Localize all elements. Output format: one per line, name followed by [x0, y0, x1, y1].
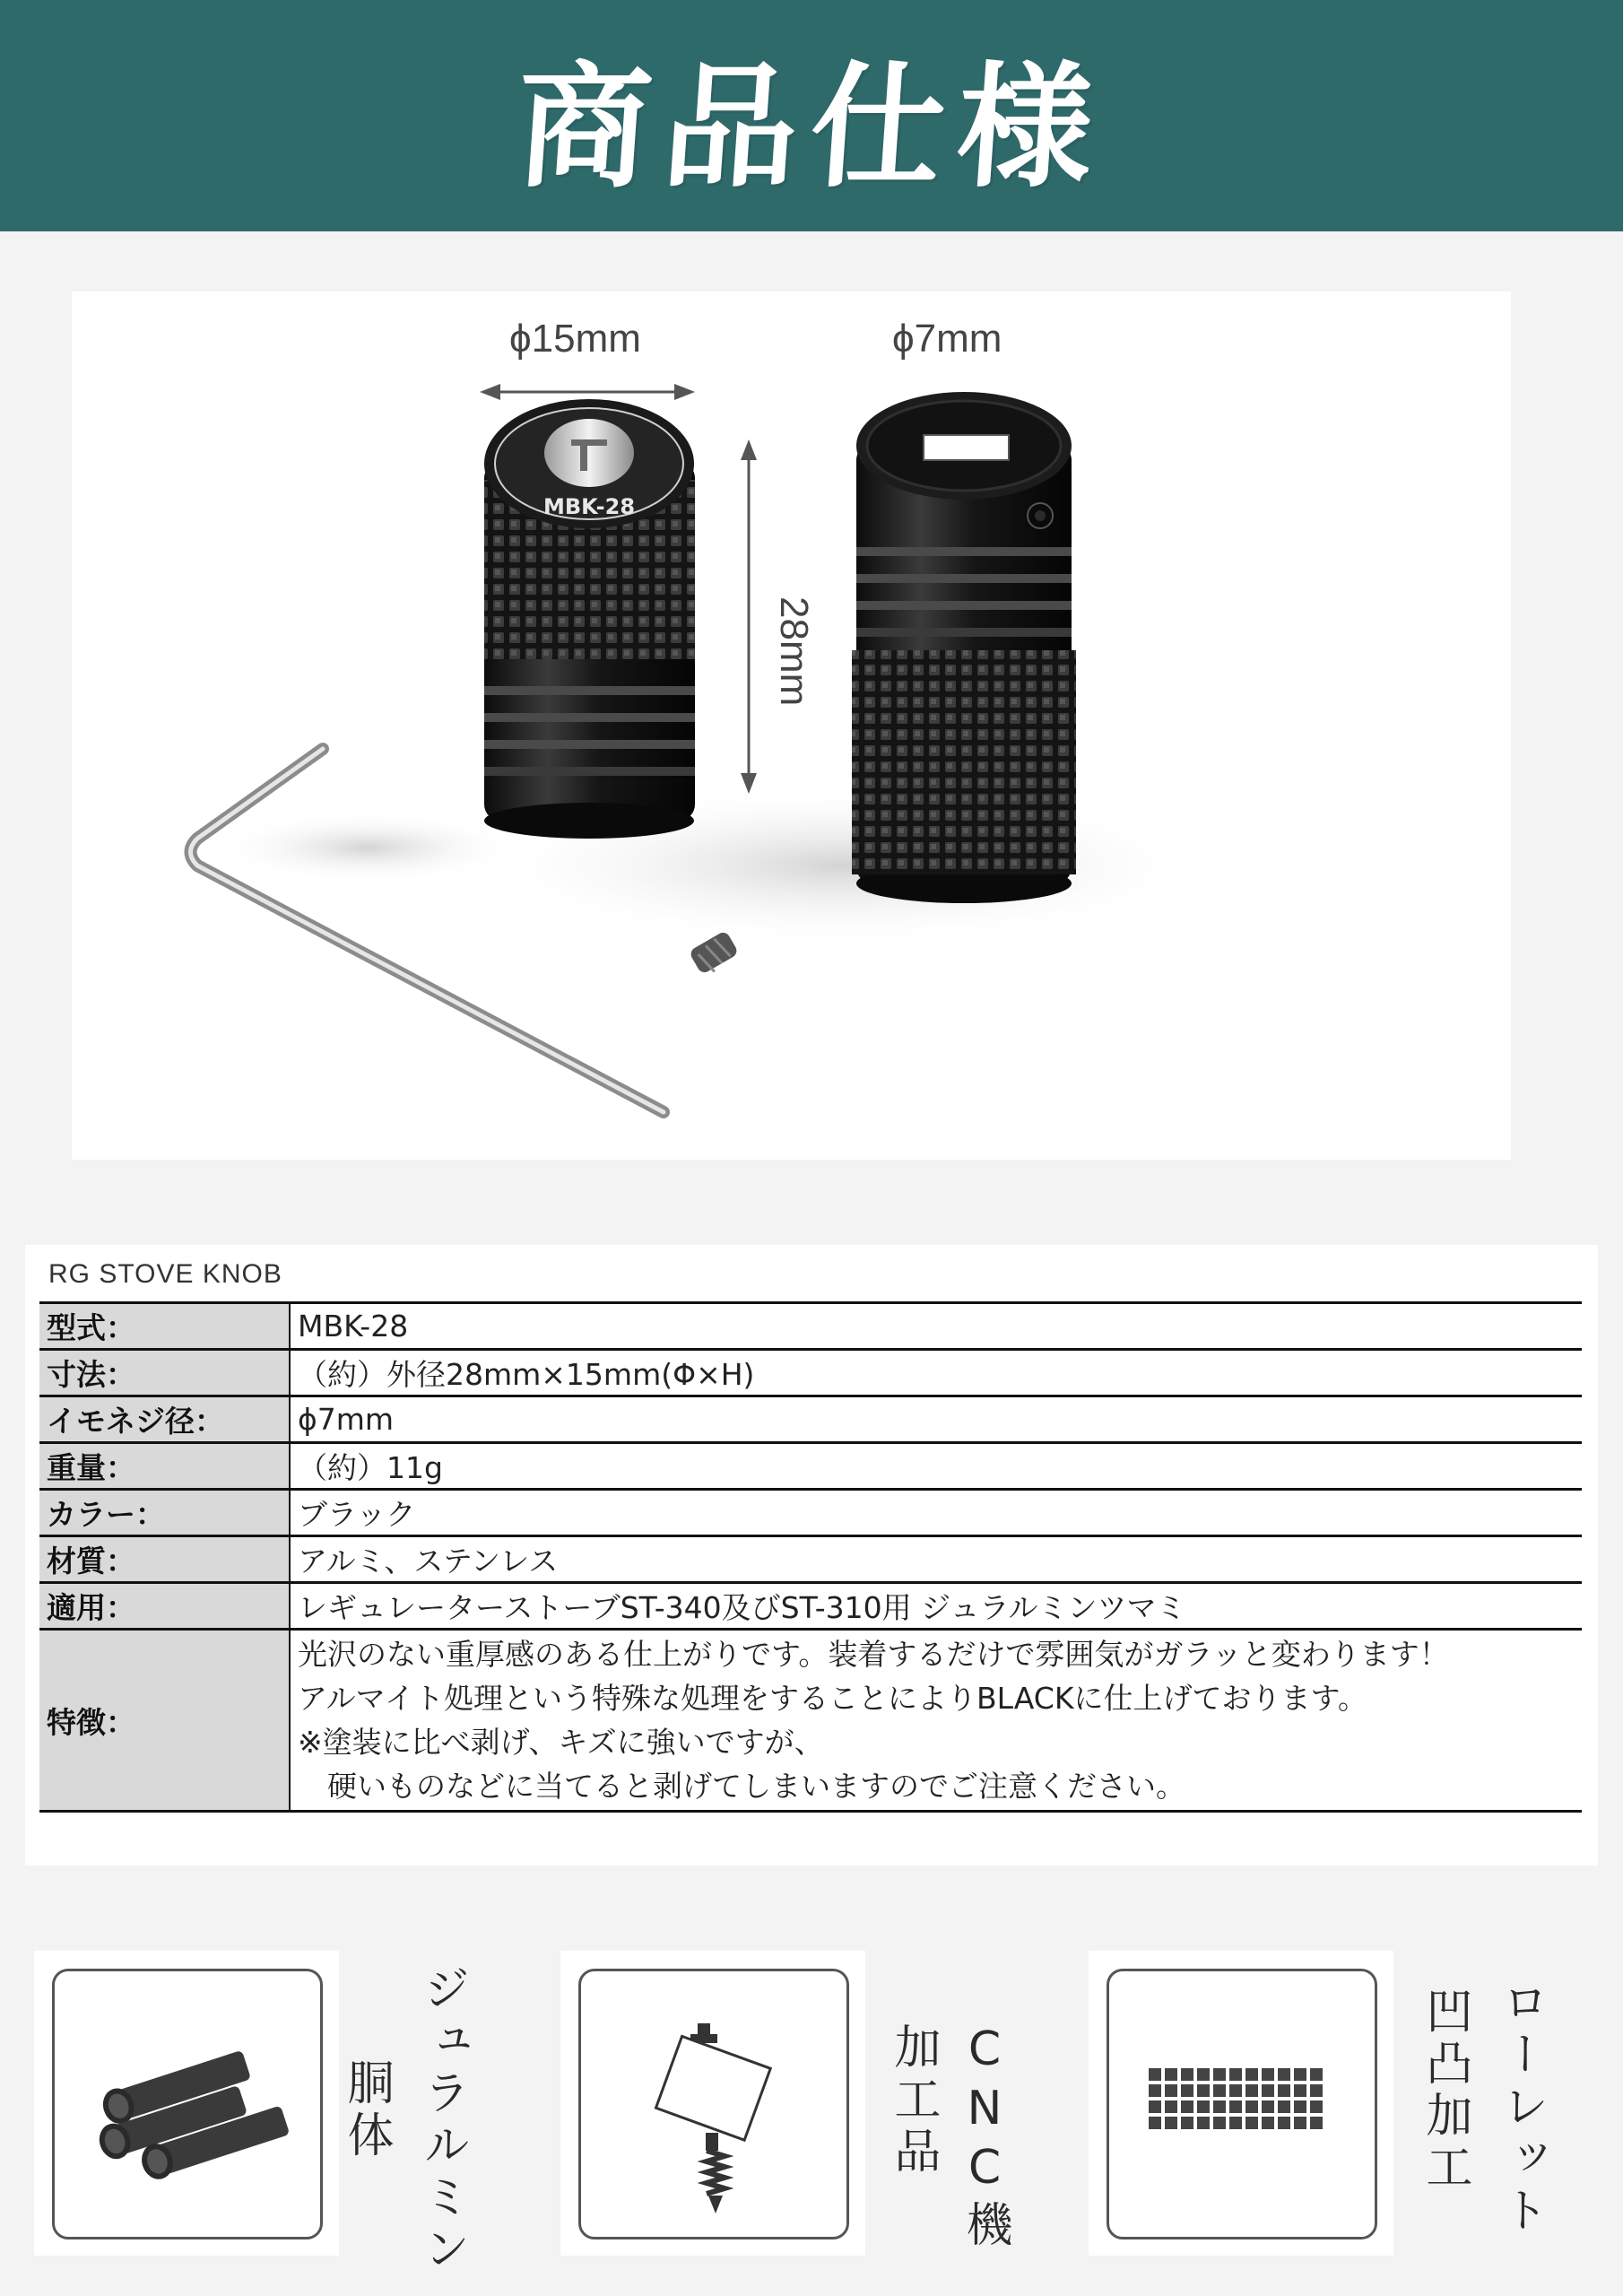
feature-text-duralumin-col1: ジュラルミン [415, 1964, 469, 2276]
knurling-grid-icon [1109, 1971, 1375, 2237]
spec-value-color: ブラック [290, 1490, 1582, 1536]
feature-text-knurling-col2: 凹凸加工 [1418, 1987, 1471, 2195]
header-banner [0, 0, 1623, 231]
spec-label-screw: イモネジ径： [39, 1396, 290, 1443]
right-knob [852, 392, 1076, 903]
dimension-diameter-15: ϕ15mm [509, 317, 641, 361]
table-row [39, 1396, 1582, 1443]
feature-tile-knurling [1089, 1951, 1393, 2256]
table-row [39, 1443, 1582, 1490]
spec-label-dimensions: 寸法： [39, 1350, 290, 1396]
page-title: 商品仕様 [510, 50, 1111, 206]
height-dimension-arrow [741, 439, 757, 794]
spec-caption: RG STOVE KNOB [48, 1259, 282, 1289]
cnc-machining-icon [581, 1971, 846, 2237]
table-row [39, 1350, 1582, 1396]
feature-line: 光沢のない重厚感のある仕上がりです。装着するだけで雰囲気がガラッと変わります！ [298, 1637, 1449, 1672]
dimension-height-28: 28mm [772, 596, 816, 707]
table-row [39, 1536, 1582, 1583]
duralumin-rods-icon [55, 1971, 320, 2237]
product-illustration [72, 291, 1511, 1160]
spec-value-application: レギュレーターストーブST-340及びST-310用 ジュラルミンツマミ [290, 1583, 1582, 1630]
product-photo [72, 291, 1511, 1160]
feature-line: ※塗装に比べ剥げ、キズに強いですが、 [298, 1725, 824, 1760]
spec-value-material: アルミ、ステンレス [290, 1536, 1582, 1583]
spec-value-dimensions: （約）外径28mm×15mm(Φ×H) [290, 1350, 1582, 1396]
feature-text-knurling-col1: ローレット [1494, 1978, 1548, 2238]
left-knob [484, 399, 695, 839]
spec-label-weight: 重量： [39, 1443, 290, 1490]
feature-text-cnc-col2: 加工品 [886, 2022, 940, 2179]
width-dimension-arrow [480, 384, 695, 400]
feature-line: アルマイト処理という特殊な処理をすることによりBLACKに仕上げております。 [298, 1681, 1367, 1716]
feature-text-cnc-col1: CNC機 [958, 2022, 1011, 2252]
spec-label-features: 特徴： [39, 1630, 290, 1812]
spec-label-application: 適用： [39, 1583, 290, 1630]
table-row [39, 1303, 1582, 1350]
dimension-diameter-7: ϕ7mm [892, 317, 1002, 361]
feature-tile-cnc [560, 1951, 865, 2256]
feature-tile-duralumin [34, 1951, 339, 2256]
spec-value-features [290, 1630, 1582, 1812]
table-row [39, 1490, 1582, 1536]
spec-value-screw: ϕ7mm [290, 1396, 1582, 1443]
spec-card [25, 1245, 1598, 1866]
spec-label-color: カラー： [39, 1490, 290, 1536]
feature-card [578, 1969, 849, 2239]
spec-value-weight: （約）11g [290, 1443, 1582, 1490]
feature-card [1107, 1969, 1377, 2239]
table-row [39, 1630, 1582, 1812]
feature-text-duralumin-col2: 胴体 [339, 2058, 393, 2162]
spec-label-model: 型式： [39, 1303, 290, 1350]
feature-line: 硬いものなどに当てると剥げてしまいますのでご注意ください。 [298, 1769, 1185, 1804]
spec-label-material: 材質： [39, 1536, 290, 1583]
knob-engraving: MBK-28 [542, 494, 636, 519]
spec-table [39, 1301, 1582, 1813]
feature-card [52, 1969, 323, 2239]
spec-value-model: MBK-28 [290, 1303, 1582, 1350]
table-row [39, 1583, 1582, 1630]
